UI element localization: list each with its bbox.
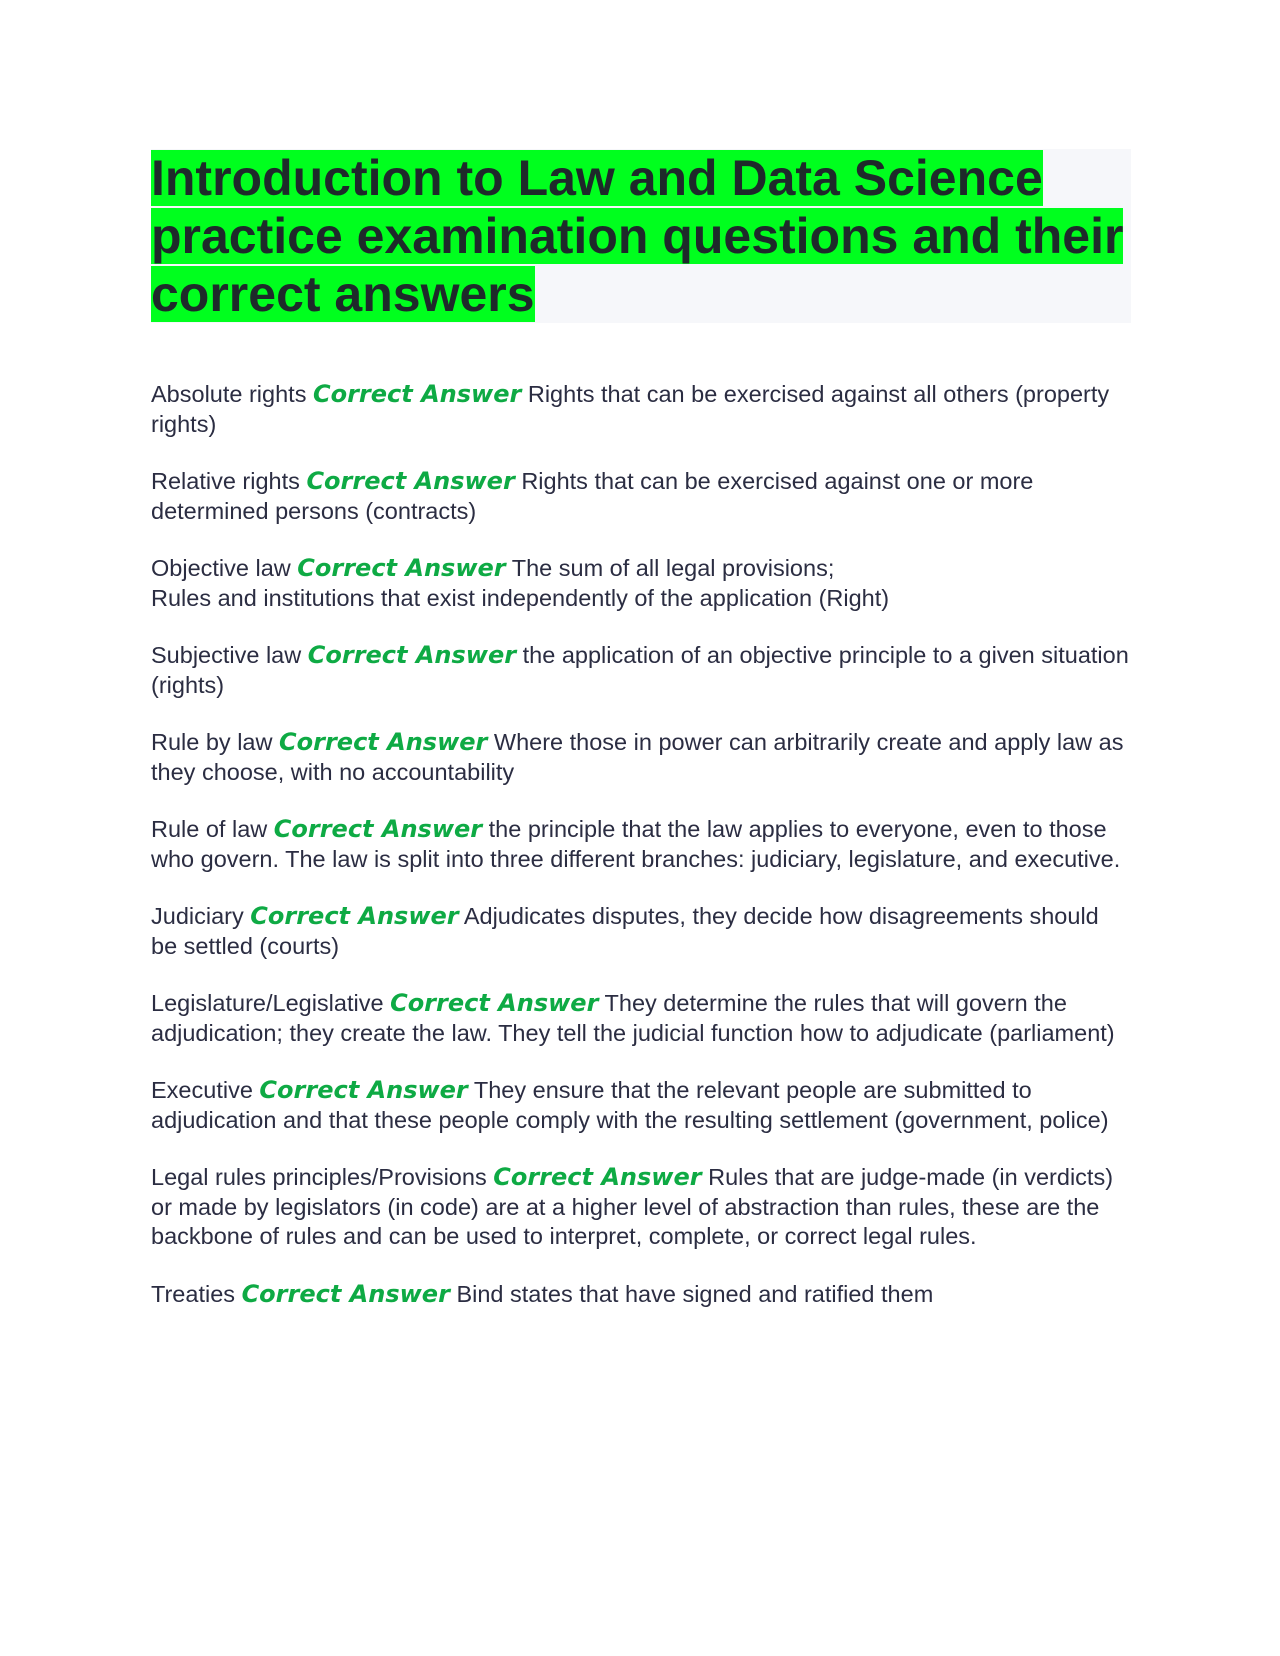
- entry-definition: Adjudicates disputes, they decide how disagreements should be settled (courts): [151, 903, 1099, 959]
- title-highlight: Introduction to Law and Data Science practice examination questions and their correct answers: [151, 150, 1124, 322]
- document-page: [151, 149, 1131, 1337]
- entry-definition: Rights that can be exercised against all others (property rights): [151, 381, 1110, 437]
- qa-entry: [151, 989, 1131, 1048]
- qa-list: [151, 380, 1131, 1309]
- correct-answer-label: Correct Answer: [279, 728, 488, 756]
- title-block: [151, 149, 1131, 323]
- qa-entry: [151, 815, 1131, 874]
- entry-term: Rule by law: [151, 729, 273, 755]
- entry-definition: the principle that the law applies to everyone, even to those who govern. The law is split into three different branches: judiciary, legislature, and executive.: [151, 816, 1121, 872]
- entry-definition: the application of an objective principle to a given situation (rights): [151, 642, 1129, 698]
- entry-term: Legal rules principles/Provisions: [151, 1164, 487, 1190]
- correct-answer-label: Correct Answer: [307, 641, 517, 669]
- qa-entry: [151, 1076, 1131, 1135]
- qa-entry: [151, 1163, 1131, 1252]
- entry-term: Legislature/Legislative: [151, 990, 384, 1016]
- qa-entry: [151, 728, 1131, 787]
- entry-definition-line-2: Rules and institutions that exist independently of the application (Right): [151, 584, 890, 611]
- qa-entry: [151, 380, 1131, 439]
- entry-term: Subjective law: [151, 642, 302, 668]
- entry-definition: They ensure that the relevant people are submitted to adjudication and that these people comply with the resulting settlement (government, police): [151, 1077, 1109, 1133]
- correct-answer-label: Correct Answer: [493, 1163, 702, 1191]
- correct-answer-label: Correct Answer: [390, 989, 599, 1017]
- correct-answer-label: Correct Answer: [273, 815, 483, 843]
- correct-answer-label: Correct Answer: [250, 902, 459, 930]
- correct-answer-label: Correct Answer: [259, 1076, 468, 1104]
- entry-definition: Rights that can be exercised against one or more determined persons (contracts): [151, 468, 1034, 524]
- entry-definition: The sum of all legal provisions;: [511, 555, 835, 581]
- entry-term: Treaties: [151, 1280, 236, 1307]
- qa-entry: [151, 1280, 1131, 1310]
- entry-term: Relative rights: [151, 468, 300, 494]
- entry-term: Rule of law: [151, 816, 268, 842]
- entry-term: Objective law: [151, 555, 291, 581]
- entry-term: Executive: [151, 1077, 253, 1103]
- entry-term: Judiciary: [151, 903, 244, 929]
- correct-answer-label: Correct Answer: [297, 554, 506, 582]
- qa-entry: [151, 467, 1131, 526]
- correct-answer-label: Correct Answer: [306, 467, 515, 495]
- qa-entry: [151, 554, 1131, 613]
- entry-term: Absolute rights: [151, 381, 307, 407]
- entry-definition: Rules that are judge-made (in verdicts) or made by legislators (in code) are at a higher level of abstraction than rules, these are the backbone of rules and can be used to interpret, complete, or correct legal rules.: [151, 1164, 1114, 1249]
- entry-definition: They determine the rules that will govern the adjudication; they create the law. They tell the judicial function how to adjudicate (parliament): [151, 990, 1115, 1046]
- entry-definition: Bind states that have signed and ratified them: [456, 1280, 934, 1307]
- correct-answer-label: Correct Answer: [241, 1279, 450, 1308]
- qa-entry: [151, 641, 1131, 700]
- qa-entry: [151, 902, 1131, 961]
- document-title: [151, 149, 1131, 323]
- correct-answer-label: Correct Answer: [312, 380, 522, 408]
- entry-definition: Where those in power can arbitrarily create and apply law as they choose, with no accountability: [151, 729, 1124, 785]
